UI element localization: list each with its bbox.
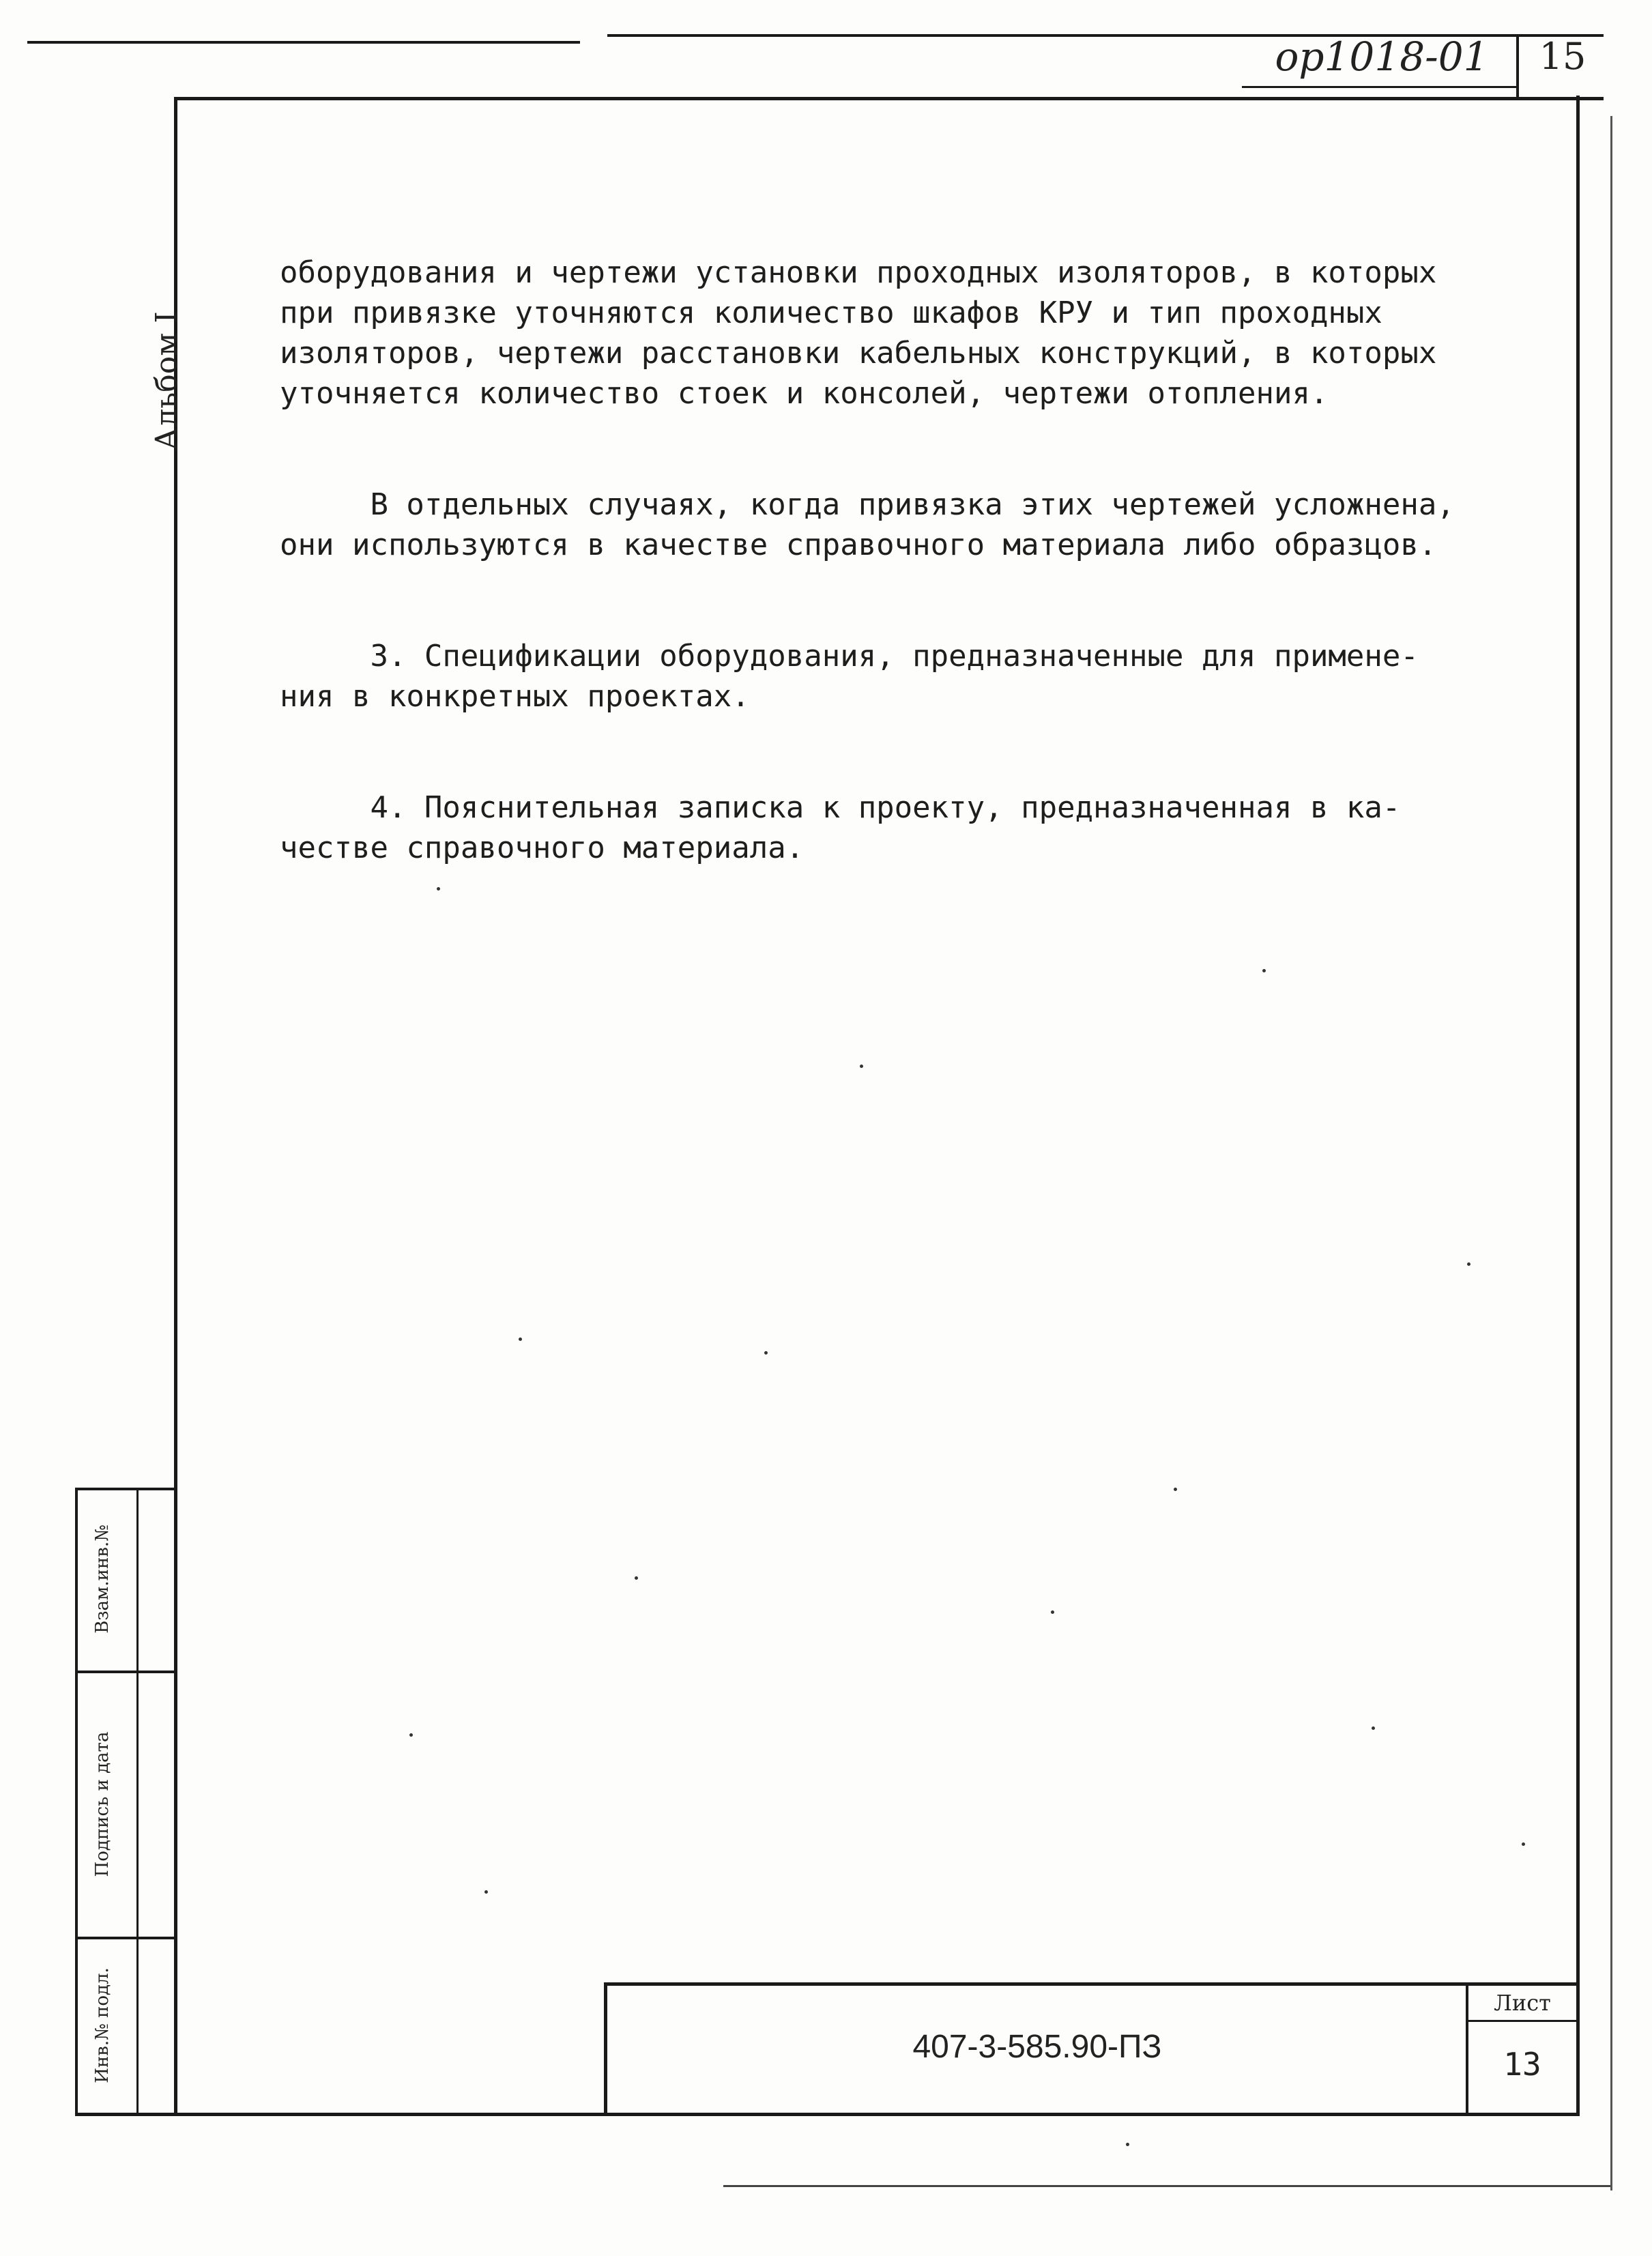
side-stamp-original-inv-label: Инв.№ подл. xyxy=(92,1967,113,2083)
side-stamp-replacement-inv-label: Взам.инв.№ xyxy=(92,1524,113,1634)
document-designation: 407-3-585.90-ПЗ xyxy=(912,2029,1162,2065)
inner-frame-bottom-line xyxy=(75,2113,1580,2116)
frame-bottom-line xyxy=(723,2185,1610,2187)
document-code-stamp: ор1018-01 xyxy=(1275,33,1489,80)
side-stamp-signature-date-label: Подпись и дата xyxy=(92,1731,113,1877)
scan-speck xyxy=(1051,1610,1054,1614)
side-stamp-left-line xyxy=(75,1488,78,2115)
body-paragraph-2: В отдельных случаях, когда привязка этих чертежей усложнена, они используются в качестве справочного материала либо образцов. xyxy=(280,487,1455,562)
page-number: 15 xyxy=(1539,35,1586,78)
scan-speck xyxy=(1126,2143,1129,2146)
sheet-label: Лист xyxy=(1494,1990,1551,2016)
title-block-top-line xyxy=(604,1982,1580,1986)
scan-speck xyxy=(409,1733,413,1737)
scan-speck xyxy=(860,1065,863,1068)
stamp-box-divider-line xyxy=(1516,34,1519,99)
scan-speck xyxy=(484,1890,488,1894)
title-block-sheet-label-line xyxy=(1466,2020,1578,2022)
scan-speck xyxy=(635,1576,638,1580)
scan-speck xyxy=(519,1337,522,1341)
scan-speck xyxy=(1262,969,1266,972)
scan-speck xyxy=(437,887,440,891)
body-paragraph-1: оборудования и чертежи установки проходных изоляторов, в которых при привязке уточняются количество шкафов КРУ и тип проходных изоляторов, чертежи расстановки кабельных конструкций, в которых уточняется количество стоек и консолей, чертежи отопления. xyxy=(280,255,1437,411)
sheet-number: 13 xyxy=(1503,2046,1541,2083)
scan-speck xyxy=(1522,1842,1525,1846)
body-paragraph-4: 4. Пояснительная записка к проекту, предназначенная в ка- честве справочного материала. xyxy=(280,790,1401,865)
scan-speck xyxy=(1467,1262,1470,1266)
frame-top-left-line xyxy=(27,41,580,44)
scan-speck xyxy=(1174,1488,1177,1491)
body-paragraph-3: 3. Спецификации оборудования, предназначенные для примене- ния в конкретных проектах. xyxy=(280,639,1419,714)
inner-frame-top-line xyxy=(176,97,1604,100)
frame-outer-right-line xyxy=(1610,116,1612,2190)
scan-speck xyxy=(764,1351,768,1355)
album-label: Альбом I xyxy=(149,311,184,450)
scan-speck xyxy=(1372,1726,1375,1730)
side-stamp-column-line xyxy=(136,1488,139,2115)
